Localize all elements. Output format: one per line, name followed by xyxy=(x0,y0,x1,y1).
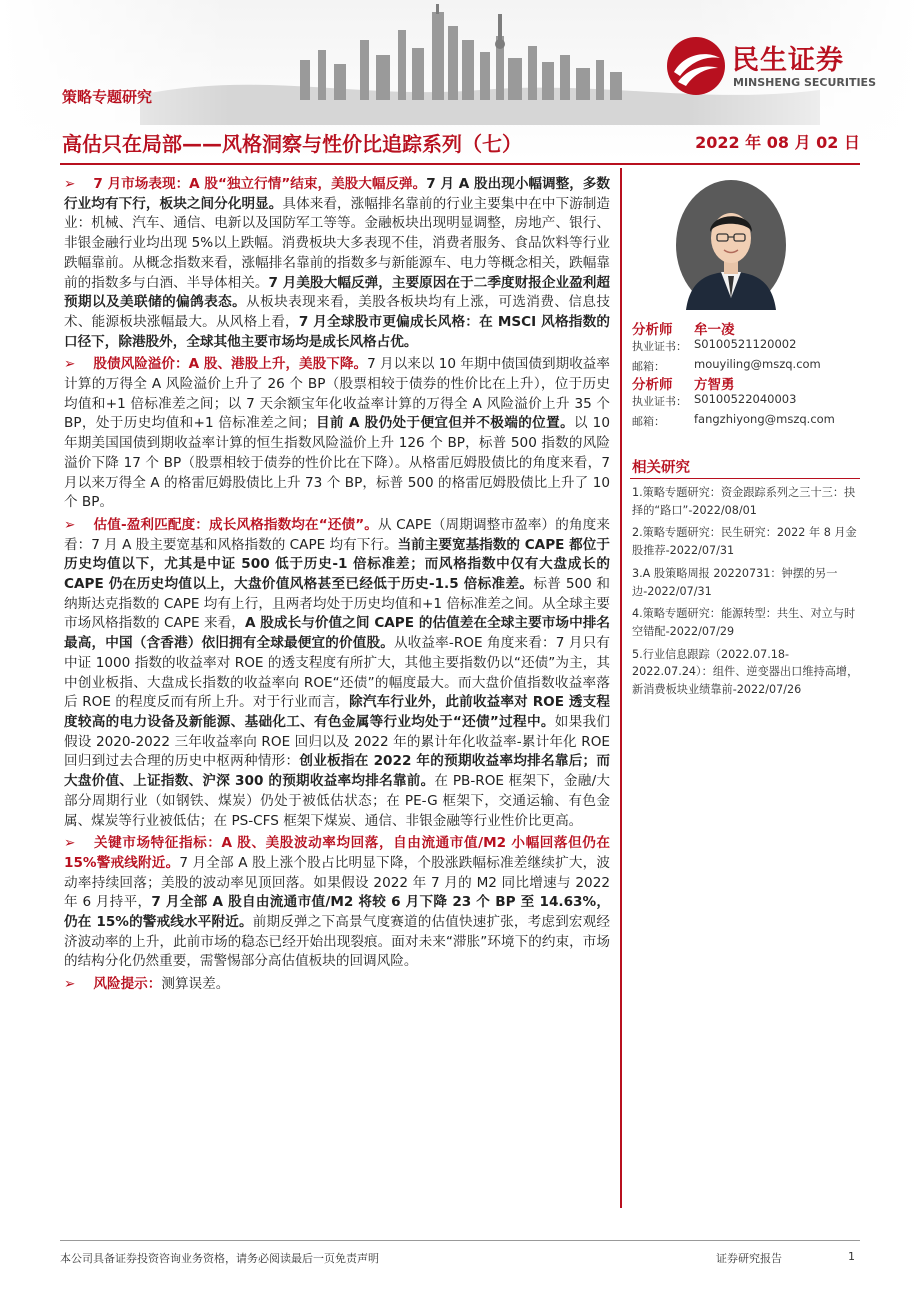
paragraph-heading: 风险提示： xyxy=(93,976,162,993)
analyst-role: 分析师 xyxy=(632,377,673,393)
report-type: 策略专题研究 xyxy=(62,88,153,106)
logo-chinese-name: 民生证券 xyxy=(732,45,844,76)
paragraph-text: 除汽车行业外，此前收益率对 ROE 透支程度较高的电力设备及新能源、基础化工、有色金属等行业均处于“还债”过程中。 xyxy=(64,694,610,730)
paragraph-text: A 股成长与价值之间 CAPE 的估值差在全球主要市场中排名最高，中国（含香港）依旧拥有全球最便宜的价值股。 xyxy=(64,615,611,652)
paragraph-text: 7 月全球股市更偏成长风格：在 MSCI 风格指数的口径下，除港股外，全球其他主要市场均是成长风格占优。 xyxy=(64,313,611,350)
email-label: 邮箱： xyxy=(632,360,665,373)
bullet-arrow-icon: ➢ xyxy=(64,176,76,192)
page-number: 1 xyxy=(848,1250,855,1263)
related-research-list xyxy=(632,484,860,704)
report-date: 2022 年 08 月 02 日 xyxy=(695,133,860,152)
paragraph-heading: 7 月市场表现：A 股“独立行情”结束，美股大幅反弹。 xyxy=(93,176,427,192)
related-research-item[interactable]: 4.策略专题研究：能源转型：共生、对立与时空错配-2022/07/29 xyxy=(632,607,856,638)
bullet-arrow-icon: ➢ xyxy=(64,516,76,533)
paragraph-heading: 股债风险溢价：A 股、港股上升，美股下降。 xyxy=(93,356,368,373)
related-research-rule xyxy=(630,478,860,479)
analyst-name: 方智勇 xyxy=(694,377,735,393)
summary-paragraph xyxy=(60,355,610,513)
column-divider xyxy=(620,168,622,1208)
paragraph-text: 目前 A 股仍处于便宜但并不极端的位置。 xyxy=(315,415,575,432)
cert-number: S0100521120002 xyxy=(694,337,797,351)
related-research-item[interactable]: 5.行业信息跟踪（2022.07.18-2022.07.24）：组件、逆变器出口维持高增，新消费板块业绩靠前-2022/07/26 xyxy=(632,647,859,697)
paragraph-text: 创业板指在 2022 年的预期收益率均排名靠后；而大盘价值、上证指数、沪深 300 的预期收益率均排名靠前。 xyxy=(64,753,610,790)
paragraph-text: 如果我们假设 2020-2022 三年收益率向 ROE 回归以及 2022 年的累计年化收益率-累计年化 ROE 回归到过去合理的历史中枢两种情形： xyxy=(64,713,610,770)
header-rule xyxy=(60,163,860,165)
minsheng-logo-icon xyxy=(666,36,726,96)
related-research-title: 相关研究 xyxy=(632,460,690,476)
paragraph-text: 在 PB-ROE 框架下，金融/大部分周期行业（如钢铁、煤炭）仍处于被低估状态；在 PE-G 框架下，交通运输、有色金属、煤炭等行业被低估；在 PS-CFS 框架下煤炭、通信、非银金融等行业性价比更高。 xyxy=(64,773,610,829)
paragraph-text: 标普 500 和纳斯达克指数的 CAPE 均有上行，且两者均处于历史均值和+1 倍标准差之间。从全球主要市场风格指数的 CAPE 来看， xyxy=(64,576,610,632)
cert-label: 执业证书： xyxy=(632,340,687,353)
paragraph-text: 前期反弹之下高景气度赛道的估值快速扩张，考虑到宏观经济波动率的上升，此前市场的稳态已经开始出现裂痕。面对未来“滞胀”环境下的约束，市场的结构分化仍然重要，需警惕部分高估值板块的回调风险。 xyxy=(64,914,610,970)
footer-doc-type: 证券研究报告 xyxy=(716,1252,782,1265)
report-header xyxy=(0,0,920,160)
paragraph-text: 7 月美股大幅反弹，主要原因在于二季度财报企业盈利超预期以及美联储的偏鸽表态。 xyxy=(64,274,610,311)
logo-english-name: MINSHENG SECURITIES xyxy=(733,76,876,89)
paragraph-text: 7 月全部 A 股自由流通市值/M2 将较 6 月下降 23 个 BP 至 14.63%，仍在 15%的警戒线水平附近。 xyxy=(64,894,610,931)
analyst-name: 牟一凌 xyxy=(694,322,735,338)
bullet-arrow-icon: ➢ xyxy=(64,356,76,373)
report-title: 高估只在局部——风格洞察与性价比追踪系列（七） xyxy=(62,132,522,156)
minsheng-logo xyxy=(666,36,896,96)
summary-paragraph xyxy=(60,175,610,352)
related-research-item[interactable]: 3.A 股策略周报 20220731：钟摆的另一边-2022/07/31 xyxy=(632,566,838,598)
summary-paragraph xyxy=(60,834,610,972)
related-research-item[interactable]: 1.策略专题研究：资金跟踪系列之三十三：抉择的“路口”-2022/08/01 xyxy=(632,486,856,517)
related-research-item[interactable]: 2.策略专题研究：民生研究：2022 年 8 月金股推荐-2022/07/31 xyxy=(632,526,857,558)
paragraph-text: 从 CAPE（周期调整市盈率）的角度来看：7 月 A 股主要宽基和风格指数的 CAPE 均有下行。 xyxy=(64,516,610,553)
paragraph-text: 以 10 年期美国国债到期收益率计算的恒生指数风险溢价上升 126 个 BP，标普 500 指数的风险溢价下降 17 个 BP（股票相较于债券的性价比在下降）。从格雷厄姆股债比的角度来看，7 月以来万得全 A 的格雷厄姆股债比上升 73 个 BP，标普 500 的格雷厄姆股债比上升了 10 个 BP。 xyxy=(64,415,610,511)
footer-disclaimer: 本公司具备证券投资咨询业务资格，请务必阅读最后一页免责声明 xyxy=(60,1252,379,1265)
paragraph-heading: 关键市场特征指标：A 股、美股波动率均回落，自由流通市值/M2 小幅回落但仍在 15%警戒线附近。 xyxy=(64,835,610,871)
analyst-email[interactable]: mouyiling@mszq.com xyxy=(694,357,821,371)
paragraph-text: 从板块表现来看，美股各板块均有上涨，可选消费、信息技术、能源板块涨幅最大。从风格上看， xyxy=(64,294,610,330)
paragraph-heading: 估值-盈利匹配度：成长风格指数均在“还债”。 xyxy=(93,516,378,533)
paragraph-text: 具体来看，涨幅排名靠前的行业主要集中在中下游制造业：机械、汽车、通信、电新以及国防军工等等。金融板块出现明显调整，房地产、银行、非银金融行业均出现 5%以上跌幅。消费板块大多表现不佳，消费者服务、食品饮料等行业跌幅靠前。从概念指数来看，涨幅排名靠前的指数多与新能源车、电力等概念相关，跌幅靠前的指数多与白酒、半导体相关。 xyxy=(64,195,610,291)
paragraph-text: 从收益率-ROE 角度来看：7 月只有中证 1000 指数的收益率对 ROE 的透支程度有所扩大，其他主要指数仍以“还债”为主，其中创业板指、大盘成长指数的收益率向 ROE“还债”的幅度最大。而大盘价值指数收益率落后 ROE 的程度反而有所上升。对于行业而言， xyxy=(64,635,610,711)
paragraph-text: 测算误差。 xyxy=(161,976,230,993)
analyst-role: 分析师 xyxy=(632,322,673,338)
footer-rule xyxy=(60,1240,860,1241)
paragraph-text: 当前主要宽基指数的 CAPE 都位于历史均值以下，尤其是中证 500 低于历史-1 倍标准差；而风格指数中仅有大盘成长的 CAPE 仍在历史均值以上，大盘价值风格甚至已经低于历史-1.5 倍标准差。 xyxy=(64,536,610,593)
cert-label: 执业证书： xyxy=(632,395,687,408)
bullet-arrow-icon: ➢ xyxy=(64,835,76,852)
summary-body xyxy=(60,175,610,998)
paragraph-text: 7 月全部 A 股上涨个股占比明显下降，个股涨跌幅标准差继续扩大，波动率持续回落；美股的波动率见顶回落。如果假设 2022 年 7 月的 M2 同比增速与 2022 年 6 月持平， xyxy=(64,854,610,911)
paragraph-text: 7 月以来以 10 年期中债国债到期收益率计算的万得全 A 风险溢价上升了 26 个 BP（股票相较于债券的性价比在上升），位于历史均值和+1 倍标准差之间；以 7 天余额宝年化收益率计算的万得全 A 风险溢价上升 35 个 BP，处于历史均值和+1 倍标准差之间； xyxy=(64,356,610,432)
email-label: 邮箱： xyxy=(632,415,665,428)
analyst-email[interactable]: fangzhiyong@mszq.com xyxy=(694,412,835,426)
summary-paragraph xyxy=(60,975,610,995)
summary-paragraph xyxy=(60,516,610,831)
bullet-arrow-icon: ➢ xyxy=(64,976,76,993)
analyst-photo xyxy=(676,180,786,310)
paragraph-text: 7 月 A 股出现小幅调整，多数行业均有下行，板块之间分化明显。 xyxy=(64,176,610,212)
cert-number: S0100522040003 xyxy=(694,392,797,406)
